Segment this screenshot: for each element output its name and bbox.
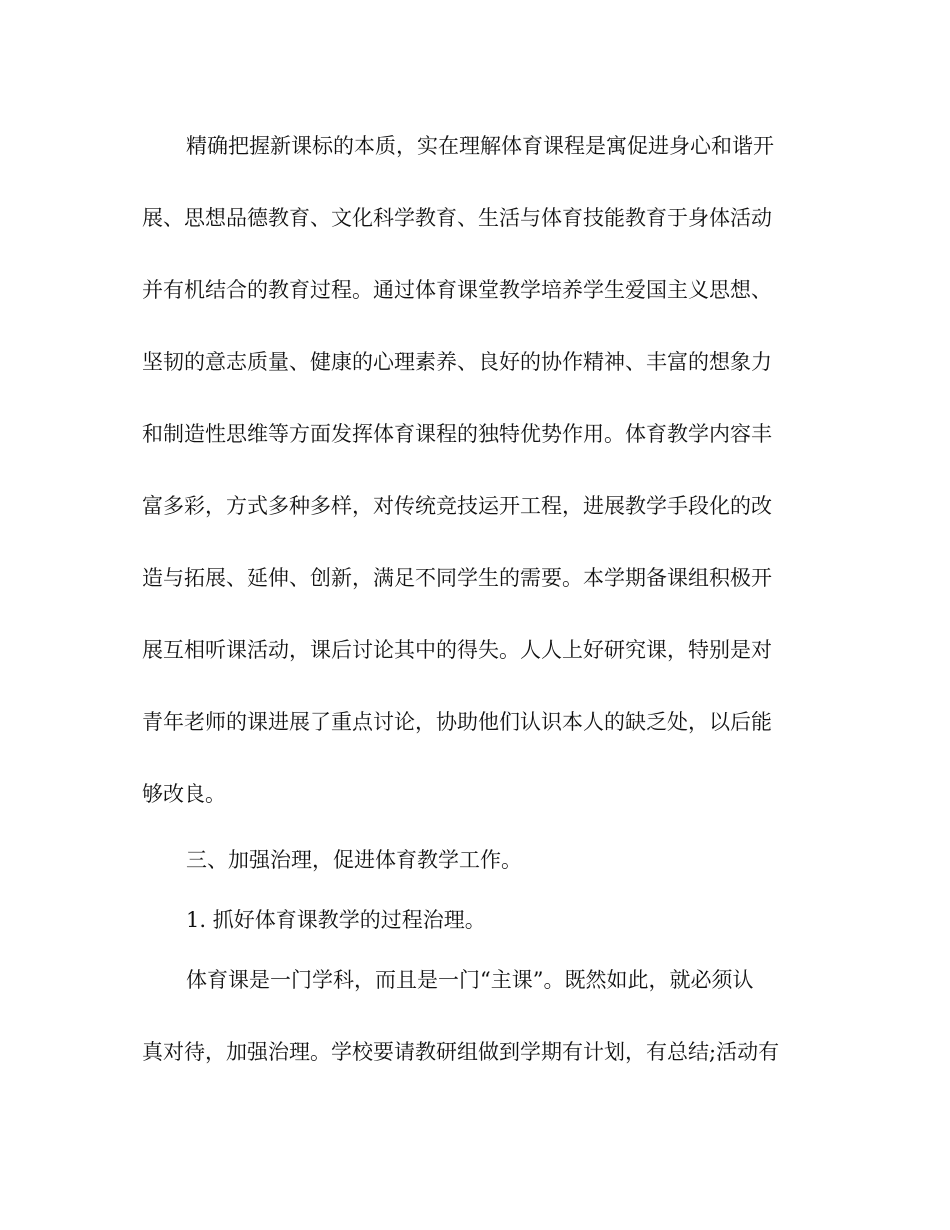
paragraph-line: 并有机结合的教育过程。通过体育课堂教学培养学生爱国主义思想、 xyxy=(142,278,772,302)
paragraph-line: 富多彩，方式多种多样，对传统竞技运开工程，进展教学手段化的改 xyxy=(142,494,772,518)
paragraph-line: 造与拓展、延伸、创新，满足不同学生的需要。本学期备课组积极开 xyxy=(142,566,772,590)
paragraph-line: 坚韧的意志质量、健康的心理素养、良好的协作精神、丰富的想象力 xyxy=(142,350,772,374)
paragraph-line: 精确把握新课标的本质，实在理解体育课程是寓促进身心和谐开 xyxy=(186,134,774,158)
subsection-heading: 1. 抓好体育课教学的过程治理。 xyxy=(186,908,486,932)
paragraph-line: 够改良。 xyxy=(142,782,226,806)
paragraph-line: 展、思想品德教育、文化科学教育、生活与体育技能教育于身体活动 xyxy=(142,206,772,230)
paragraph-line: 和制造性思维等方面发挥体育课程的独特优势作用。体育教学内容丰 xyxy=(142,422,772,446)
section-heading: 三、加强治理，促进体育教学工作。 xyxy=(186,848,522,872)
paragraph-line: 展互相听课活动，课后讨论其中的得失。人人上好研究课，特别是对 xyxy=(142,638,772,662)
paragraph-line: 真对待，加强治理。学校要请教研组做到学期有计划，有总结;活动有 xyxy=(142,1040,780,1064)
paragraph-line: 体育课是一门学科，而且是一门“主课”。既然如此，就必须认 xyxy=(186,968,754,992)
paragraph-line: 青年老师的课进展了重点讨论，协助他们认识本人的缺乏处，以后能 xyxy=(142,710,772,734)
